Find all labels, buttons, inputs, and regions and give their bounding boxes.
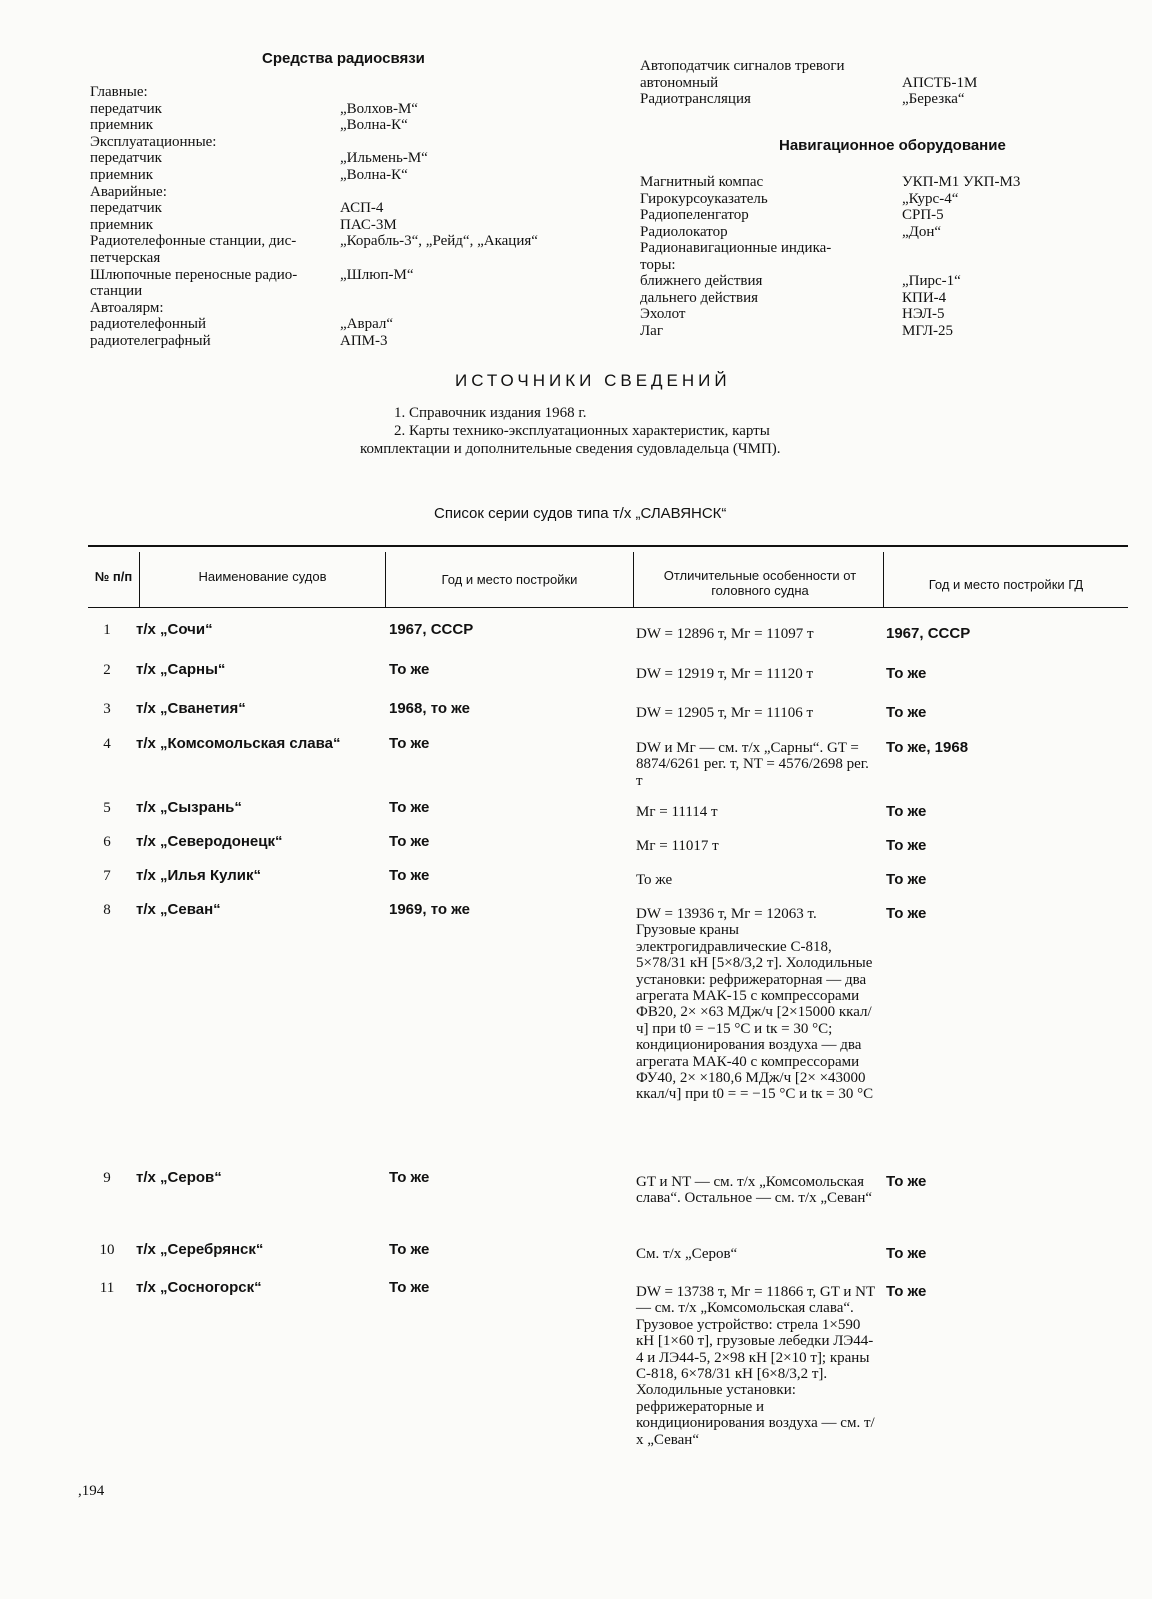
equipment-value: АСП-4	[340, 200, 384, 217]
equipment-value: УКП-М1 УКП-М3	[902, 174, 1021, 190]
ship-name: т/х „Сванетия“	[136, 700, 246, 717]
page-number: ,194	[78, 1483, 105, 1499]
ship-name: т/х „Сызрань“	[136, 799, 242, 816]
equipment-label: Магнитный компас	[640, 174, 764, 190]
equipment-label: приемник	[90, 117, 154, 134]
equipment-value: СРП-5	[902, 207, 944, 223]
equipment-value: „Шлюп-М“	[340, 266, 414, 283]
sources-item-2: 2. Карты технико-эксплуатационных характеристик, карты	[394, 423, 770, 439]
build-info: 1968, то же	[389, 700, 470, 717]
equipment-value: „Волна-К“	[340, 117, 408, 134]
ship-list-title	[434, 505, 726, 522]
equipment-label: автономный	[640, 74, 719, 91]
equipment-label: Автоподатчик сигналов тревоги	[640, 58, 845, 74]
engine-build-info: То же	[886, 803, 927, 820]
build-info: То же	[389, 735, 430, 752]
equipment-label: передатчик	[90, 150, 162, 167]
differences: DW = 12896 т, Mг = 11097 т	[636, 626, 814, 642]
equipment-label: станции	[90, 283, 143, 300]
ship-name: т/х „Серебрянск“	[136, 1241, 264, 1258]
ship-name: т/х „Серов“	[136, 1169, 222, 1186]
equipment-label: Радиопеленгатор	[640, 207, 749, 223]
equipment-value: КПИ-4	[902, 289, 947, 306]
equipment-label: Лаг	[640, 322, 663, 339]
engine-build-info: То же	[886, 837, 927, 854]
differences: DW = 12905 т, Mг = 11106 т	[636, 705, 813, 721]
build-info: То же	[389, 833, 430, 850]
equipment-label: радиотелеграфный	[90, 333, 211, 349]
equipment-label: передатчик	[90, 200, 162, 217]
build-info: То же	[389, 1279, 430, 1296]
equipment-value: „Пирс-1“	[902, 273, 961, 289]
build-info: То же	[389, 1169, 430, 1186]
ship-name: т/х „Северодонецк“	[136, 833, 283, 850]
navigation-section-title: Навигационное оборудование	[779, 137, 1006, 154]
differences: См. т/х „Серов“	[636, 1246, 738, 1262]
header-ship-name: Наименование судов	[198, 569, 327, 584]
build-info: То же	[389, 1241, 430, 1258]
equipment-label: приемник	[90, 216, 154, 233]
engine-build-info: То же	[886, 905, 927, 922]
equipment-value: „Березка“	[902, 91, 965, 107]
header-differences: Отличительные особенности от головного судна	[663, 568, 857, 598]
header-engine-build: Год и место постройки ГД	[928, 577, 1084, 592]
build-info: 1967, СССР	[389, 621, 474, 638]
equipment-value: МГЛ-25	[902, 322, 954, 339]
equipment-label: Радиотелефонные станции, дис-	[90, 233, 297, 250]
engine-build-info: То же	[886, 871, 927, 888]
equipment-label: Гирокурсоуказатель	[640, 190, 768, 207]
equipment-value: „Волхов-М“	[340, 100, 418, 117]
engine-build-info: То же	[886, 1283, 927, 1300]
equipment-label: петчерская	[90, 250, 161, 266]
equipment-label: Радиолокатор	[640, 223, 728, 240]
equipment-value: АПМ-3	[340, 333, 388, 349]
equipment-label: Главные:	[90, 84, 148, 100]
equipment-value: „Корабль-3“, „Рейд“, „Акация“	[340, 233, 538, 250]
table-header-bottom-rule	[88, 607, 1128, 608]
equipment-value: „Ильмень-М“	[340, 150, 428, 167]
radio-section-title: Средства радиосвязи	[262, 50, 425, 67]
equipment-value: НЭЛ-5	[902, 306, 945, 322]
row-number: 4	[103, 736, 111, 752]
table-top-rule	[88, 545, 1128, 547]
ship-name: т/х „Комсомольская слава“	[136, 735, 341, 752]
equipment-value: АПСТБ-1М	[902, 74, 978, 91]
ship-name: т/х „Сарны“	[136, 661, 226, 678]
build-info: То же	[389, 661, 430, 678]
sources-heading: ИСТОЧНИКИ СВЕДЕНИЙ	[455, 371, 731, 390]
equipment-value: „Волна-К“	[340, 167, 408, 183]
ship-name: т/х „Илья Кулик“	[136, 867, 262, 884]
equipment-value: „Дон“	[902, 223, 942, 240]
equipment-label: Эксплуатационные:	[90, 133, 217, 150]
differences: DW = 13936 т, Mг = 12063 т. Грузовые краны электрогидравлические С-818, 5×78/31 кН [5×8/3,2 т]. Холодильные установки: рефрижераторная — два агрегата МАК-15 с компрессорами ФВ20, 2× ×63 МДж/ч [2×15000 ккал/ч] при t0 = −15 °С и tк = 30 °С; кондиционирования воздуха — два агрегата МАК-40 с компрессорами ФУ40, 2× ×180,6 МДж/ч [2× ×43000 ккал/ч] при t0 = = −15 °С и tк = 30 °С	[636, 906, 874, 1103]
header-number: № п/п	[94, 569, 133, 584]
row-number: 1	[103, 622, 111, 638]
page-number-value: 194	[81, 1483, 105, 1499]
engine-build-info: То же	[886, 1245, 927, 1262]
equipment-label: Эхолот	[640, 306, 686, 322]
engine-build-info: То же	[886, 1173, 927, 1190]
build-info: То же	[389, 799, 430, 816]
differences: DW и Mг — см. т/х „Сарны“. GT = 8874/6261 рег. т, NT = 4576/2698 рег. т	[636, 740, 869, 789]
row-number: 3	[103, 701, 111, 717]
equipment-label: Автоалярм:	[90, 299, 164, 316]
sources-item-2-cont: комплектации и дополнительные сведения судовладельца (ЧМП).	[360, 441, 781, 457]
row-number: 5	[103, 800, 111, 816]
row-number: 10	[99, 1242, 115, 1258]
equipment-value: „Аврал“	[340, 316, 394, 333]
equipment-label: приемник	[90, 167, 154, 183]
differences: DW = 12919 т, Mг = 11120 т	[636, 666, 813, 682]
row-number: 6	[103, 834, 111, 850]
row-number: 7	[103, 868, 111, 884]
equipment-value: ПАС-3М	[340, 216, 397, 233]
engine-build-info: То же, 1968	[886, 739, 969, 756]
engine-build-info: То же	[886, 665, 927, 682]
equipment-value: „Курс-4“	[902, 190, 959, 207]
build-info: 1969, то же	[389, 901, 470, 918]
engine-build-info: 1967, СССР	[886, 625, 971, 642]
ship-list-title-text: Список серии судов типа т/х „СЛАВЯНСК“	[434, 505, 727, 522]
sources-item-1: 1. Справочник издания 1968 г.	[394, 405, 587, 421]
row-number: 8	[103, 902, 111, 918]
row-number: 11	[99, 1280, 115, 1296]
equipment-label: Радионавигационные индика-	[640, 240, 832, 256]
equipment-label: Аварийные:	[90, 183, 167, 200]
equipment-label: торы:	[640, 256, 676, 273]
equipment-label: ближнего действия	[640, 273, 763, 289]
differences: Mг = 11114 т	[636, 804, 718, 820]
differences: Mг = 11017 т	[636, 838, 719, 854]
header-build-year: Год и место постройки	[441, 572, 578, 587]
engine-build-info: То же	[886, 704, 927, 721]
equipment-label: радиотелефонный	[90, 316, 207, 333]
equipment-label: передатчик	[90, 100, 162, 117]
ship-name: т/х „Севан“	[136, 901, 221, 918]
table-col-divider-3	[633, 552, 634, 608]
equipment-label: Радиотрансляция	[640, 91, 751, 107]
ship-name: т/х „Сосногорск“	[136, 1279, 262, 1296]
differences: То же	[636, 872, 673, 888]
build-info: То же	[389, 867, 430, 884]
differences: DW = 13738 т, Mг = 11866 т, GT и NT — см. т/х „Комсомольская слава“. Грузовое устройство: стрела 1×590 кН [1×60 т], грузовые лебедки ЛЭ44-4 и ЛЭ44-5, 2×98 кН [2×10 т]; краны С-818, 6×78/31 кН [6×8/3,2 т]. Холодильные установки: рефрижераторные и кондиционирования воздуха — см. т/х „Севан“	[636, 1284, 875, 1448]
equipment-label: дальнего действия	[640, 289, 759, 306]
row-number: 9	[103, 1170, 111, 1186]
differences: GT и NT — см. т/х „Комсомольская слава“. Остальное — см. т/х „Севан“	[636, 1174, 873, 1207]
row-number: 2	[103, 662, 111, 678]
ship-name: т/х „Сочи“	[136, 621, 213, 638]
equipment-label: Шлюпочные переносные радио-	[90, 266, 298, 283]
